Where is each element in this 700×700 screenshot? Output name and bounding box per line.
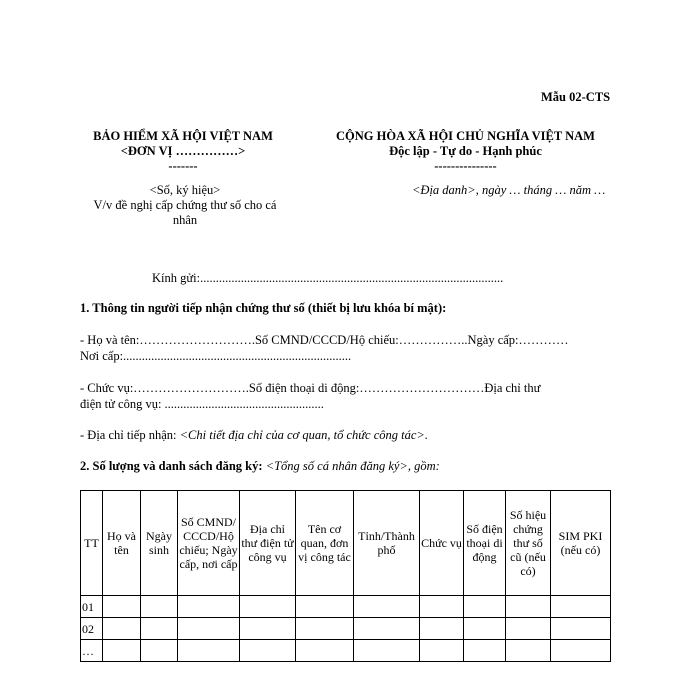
agency-divider: ------- <box>168 159 198 173</box>
agency-unit: <ĐƠN VỊ ……………> <box>120 144 246 158</box>
subject-line-2: nhân <box>172 213 198 227</box>
nation-motto: Độc lập - Tự do - Hạnh phúc <box>389 144 542 158</box>
table-header-row <box>81 491 611 596</box>
agency-name: BẢO HIỂM XÃ HỘI VIỆT NAM <box>93 129 273 143</box>
row-number: 01 <box>81 596 103 618</box>
issue-place-line: Nơi cấp:......................................................................... <box>80 349 352 363</box>
col-header: Tên cơ quan, đơn vị công tác <box>296 491 354 596</box>
nation-divider: --------------- <box>434 159 497 173</box>
position-phone-line: - Chức vụ:……………………….Số điện thoại di động:…………………………Địa chỉ thư <box>80 381 541 395</box>
col-header: Họ và tên <box>103 491 141 596</box>
recipient: Kính gửi:................................................................................................. <box>152 271 504 285</box>
col-header: Tỉnh/Thành phố <box>354 491 420 596</box>
address-label: - Địa chỉ tiếp nhận: <box>80 428 180 442</box>
col-header: SIM PKI (nếu có) <box>551 491 611 596</box>
nation-header <box>298 129 633 174</box>
col-header: Chức vụ <box>420 491 464 596</box>
row-number: … <box>81 640 103 662</box>
table-row <box>81 596 611 618</box>
subject-line-1: V/v đề nghị cấp chứng thư số cho cá <box>93 198 277 212</box>
col-header: Số điện thoại di động <box>464 491 506 596</box>
section2-title-bold: 2. Số lượng và danh sách đăng ký: <box>80 459 266 473</box>
col-header: TT <box>81 491 103 596</box>
address-value: <Chi tiết địa chỉ của cơ quan, tổ chức công tác>. <box>179 428 428 442</box>
table-row <box>81 618 611 640</box>
place-date: <Địa danh>, ngày … tháng … năm … <box>412 183 606 197</box>
form-code: Mẫu 02-CTS <box>541 90 611 104</box>
name-id-line: - Họ và tên:……………………….Số CMND/CCCD/Hộ chiếu:……………..Ngày cấp:………… <box>80 333 569 347</box>
registration-table <box>80 490 611 662</box>
section2-title-italic: <Tổng số cá nhân đăng ký>, gồm: <box>265 459 440 473</box>
col-header: Số CMND/ CCCD/Hộ chiếu; Ngày cấp, nơi cấp <box>178 491 240 596</box>
row-number: 02 <box>81 618 103 640</box>
section2-title <box>80 459 440 474</box>
email-line: điện tử công vụ: ................................................... <box>80 397 324 411</box>
table-row <box>81 640 611 662</box>
col-header: Số hiệu chứng thư số cũ (nếu có) <box>506 491 551 596</box>
reference-number: <Số, ký hiệu> <box>149 183 221 197</box>
agency-header <box>78 129 288 174</box>
col-header: Ngày sinh <box>141 491 178 596</box>
nation-name: CỘNG HÒA XÃ HỘI CHỦ NGHĨA VIỆT NAM <box>336 129 595 143</box>
col-header: Địa chỉ thư điện tử công vụ <box>240 491 296 596</box>
address-line <box>80 428 428 443</box>
reference-block <box>70 183 300 228</box>
section1-title: 1. Thông tin người tiếp nhận chứng thư số (thiết bị lưu khóa bí mật): <box>80 301 447 315</box>
